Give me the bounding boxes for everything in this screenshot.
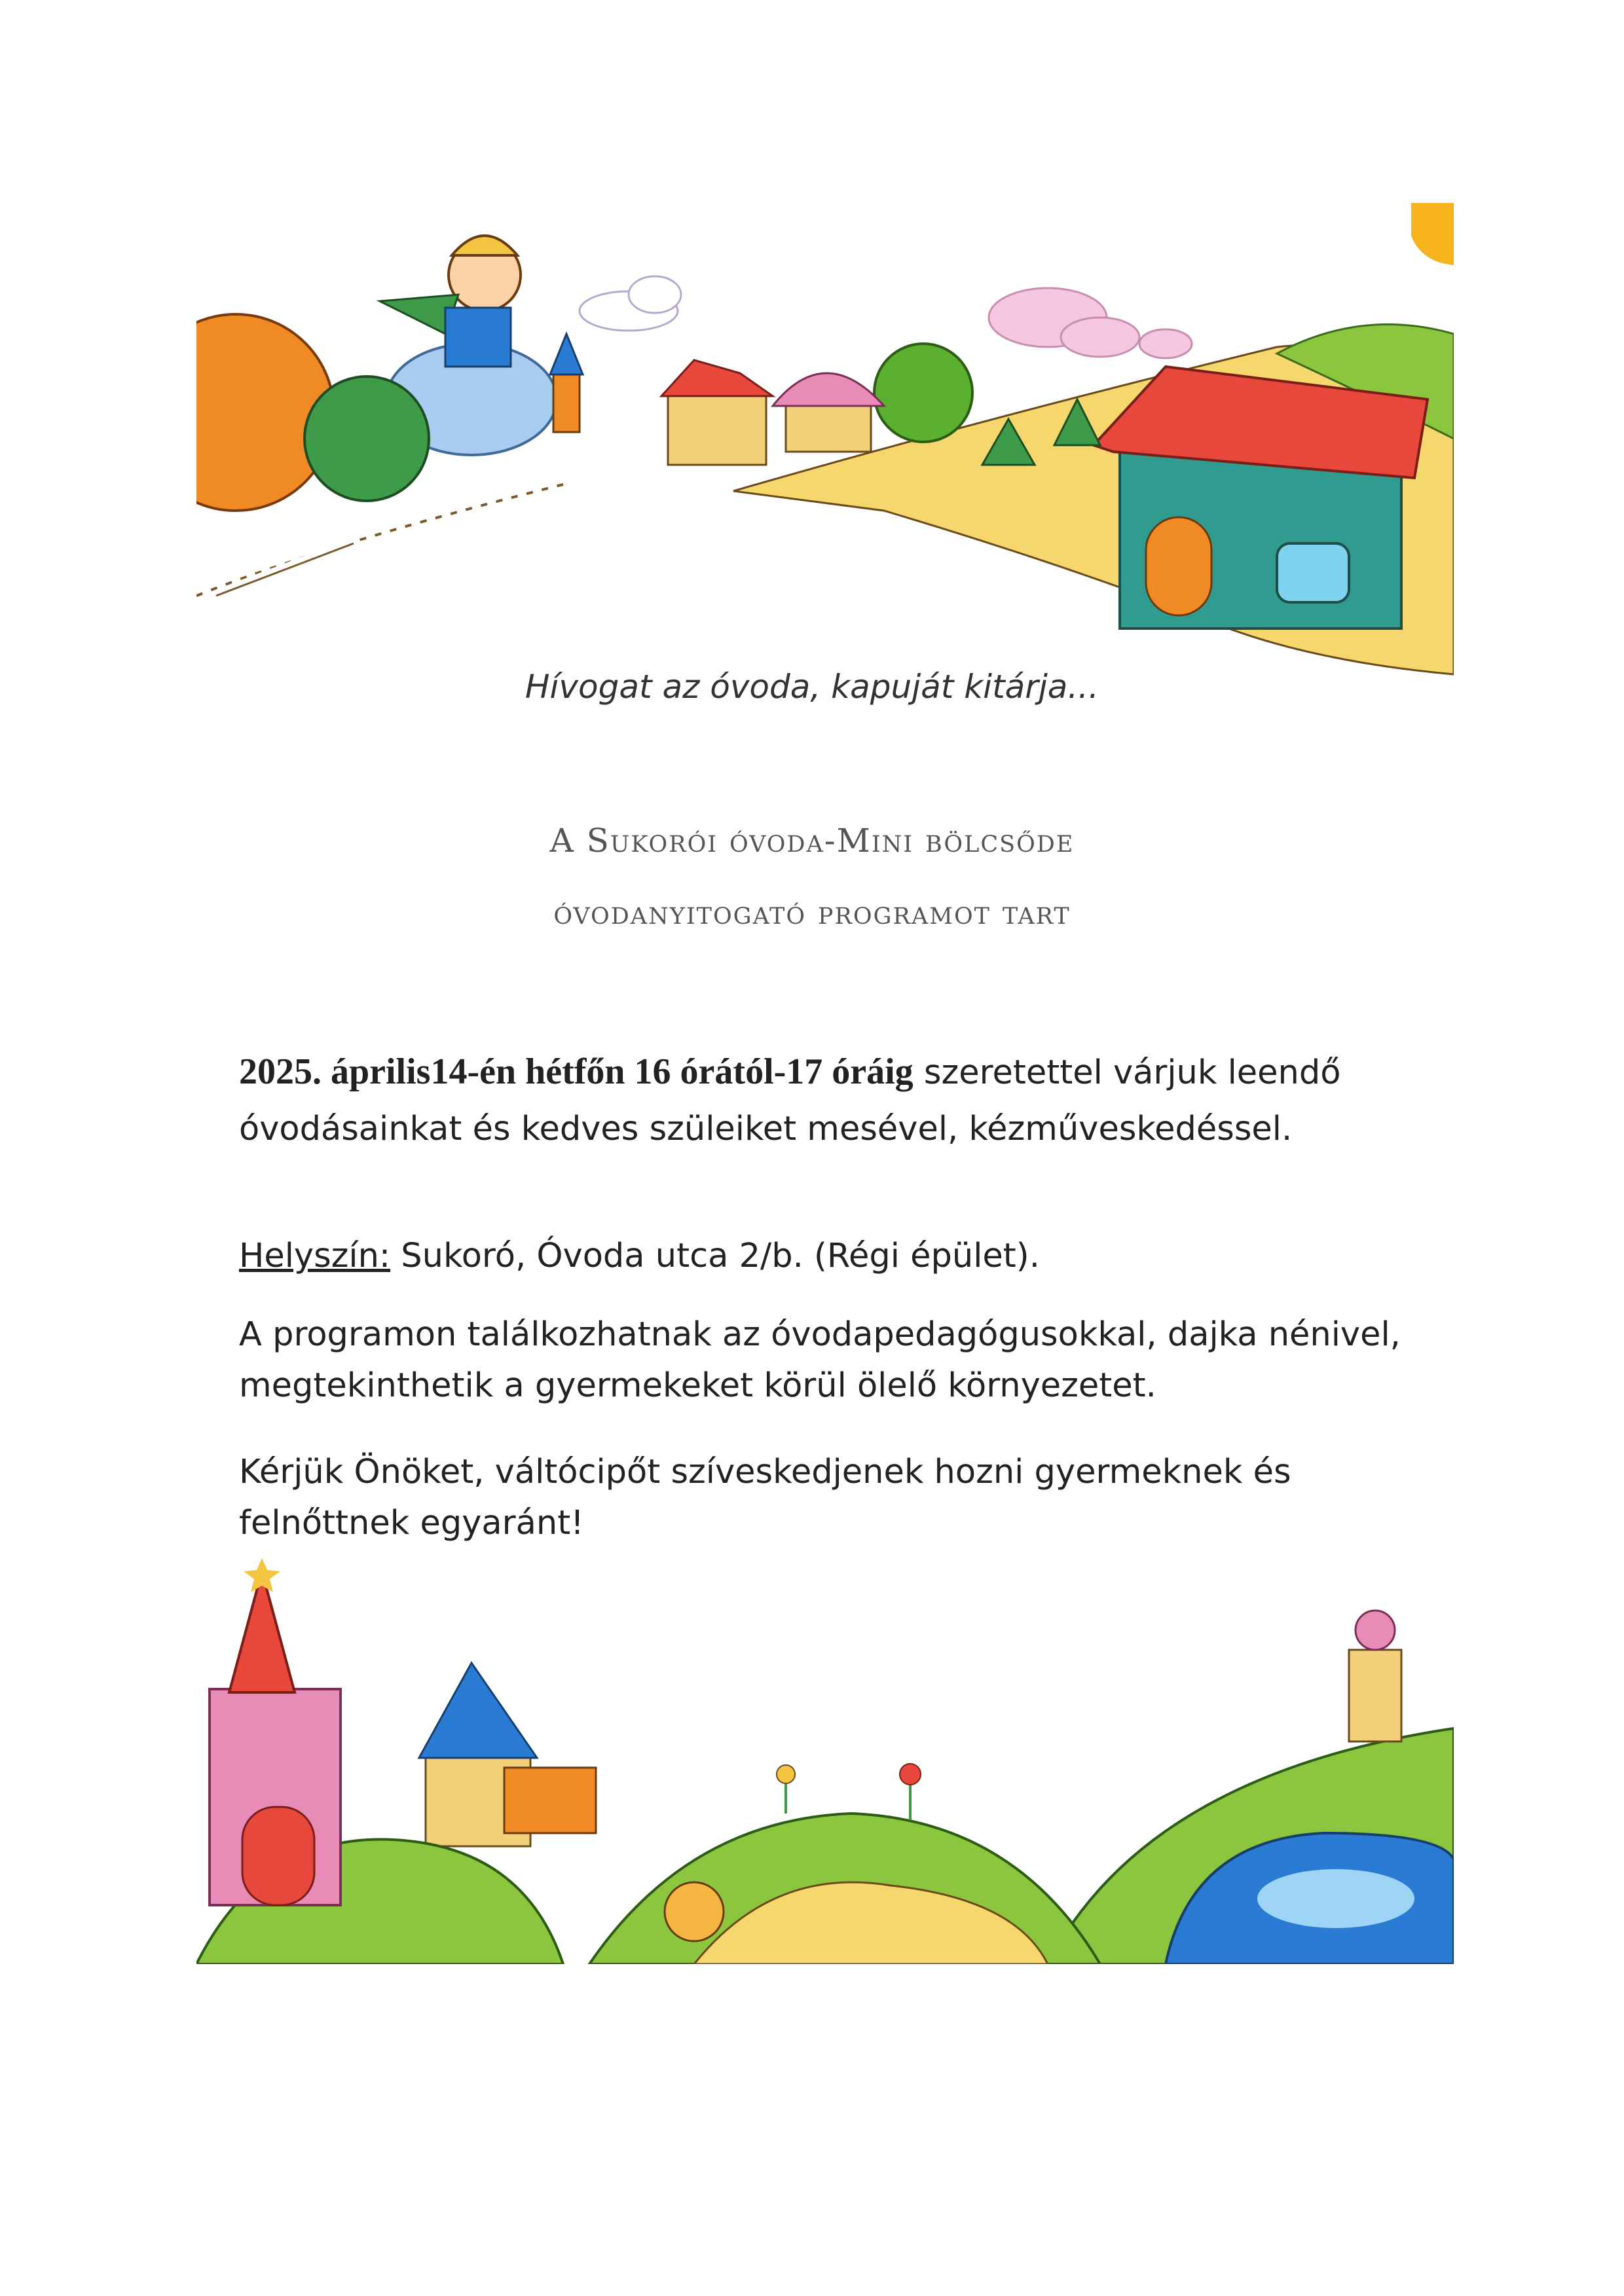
house-icon <box>419 1663 596 1846</box>
bottom-village-illustration <box>196 1558 1454 1964</box>
top-village-illustration <box>196 203 1454 714</box>
invitation-text: szeretettel várjuk leendő óvodásainkat és kedves szüleiket mesével, kézműveskedéssel. <box>239 1053 1341 1148</box>
cloud-icon <box>580 276 681 331</box>
sun-icon <box>1411 203 1454 265</box>
heading-line-1: A Sukorói óvoda-Mini bölcsőde <box>549 822 1075 860</box>
location-label: Helyszín: <box>239 1237 391 1275</box>
lion-icon <box>665 1882 724 1941</box>
tagline: Hívogat az óvoda, kapuját kitárja... <box>525 668 1099 706</box>
boy-character-icon <box>380 236 521 367</box>
tower-icon <box>550 334 583 432</box>
flower-icon <box>777 1764 921 1820</box>
castle-icon <box>210 1558 341 1905</box>
paragraph-location <box>239 1231 1405 1282</box>
mushroom-house-icon <box>773 373 884 452</box>
cloud-icon <box>989 288 1192 358</box>
small-house-icon <box>661 360 773 465</box>
paragraph-date <box>239 1044 1405 1157</box>
tower-icon <box>1349 1611 1401 1741</box>
paragraph-shoes: Kérjük Önöket, váltócipőt szíveskedjenek hozni gyermeknek és felnőttnek egyaránt! <box>239 1453 1291 1542</box>
paragraph-program: A programon találkozhatnak az óvodapedagógusokkal, dajka nénivel, megtekinthetik a gyermekeket körül ölelő környezetet. <box>239 1315 1401 1405</box>
event-date-time: 2025. április14-én hétfőn 16 órától-17 óráig <box>239 1051 913 1092</box>
heading-line-2: óvodanyitogató programot tart <box>553 894 1071 932</box>
location-value: Sukoró, Óvoda utca 2/b. (Régi épület). <box>390 1237 1040 1275</box>
house-icon <box>1094 367 1428 629</box>
tree-icon <box>304 376 429 501</box>
tree-icon <box>874 344 972 442</box>
